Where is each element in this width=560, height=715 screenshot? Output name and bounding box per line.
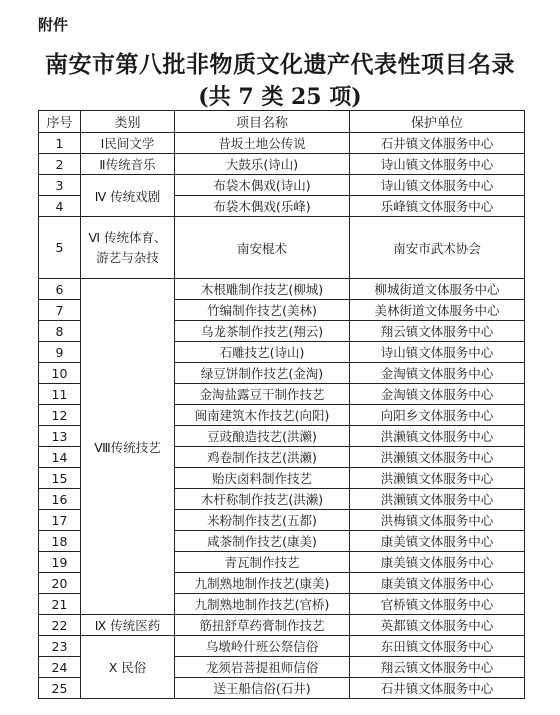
row-number: 4 xyxy=(39,196,81,217)
project-name: 筋扭舒草药膏制作技艺 xyxy=(175,615,350,636)
category-cell: Ⅹ 民俗 xyxy=(81,636,175,699)
row-number: 2 xyxy=(39,154,81,175)
protection-unit: 洪梅镇文体服务中心 xyxy=(350,510,525,531)
project-name: 乌墩岭什班公祭信俗 xyxy=(175,636,350,657)
project-list-table xyxy=(38,110,525,699)
category-cell xyxy=(81,217,175,279)
project-name: 鸡卷制作技艺(洪濑) xyxy=(175,447,350,468)
protection-unit: 洪濑镇文体服务中心 xyxy=(350,426,525,447)
table-row xyxy=(39,615,525,636)
project-name: 龙须岩菩提祖师信俗 xyxy=(175,657,350,678)
project-name: 乌龙茶制作技艺(翔云) xyxy=(175,321,350,342)
protection-unit: 乐峰镇文体服务中心 xyxy=(350,196,525,217)
row-number: 24 xyxy=(39,657,81,678)
project-name: 木杆称制作技艺(洪濑) xyxy=(175,489,350,510)
row-number: 14 xyxy=(39,447,81,468)
row-number: 16 xyxy=(39,489,81,510)
row-number: 25 xyxy=(39,678,81,699)
project-name: 布袋木偶戏(诗山) xyxy=(175,175,350,196)
project-name: 木根雕制作技艺(柳城) xyxy=(175,279,350,300)
protection-unit: 诗山镇文体服务中心 xyxy=(350,154,525,175)
row-number: 7 xyxy=(39,300,81,321)
row-number: 23 xyxy=(39,636,81,657)
table-row xyxy=(39,636,525,657)
row-number: 3 xyxy=(39,175,81,196)
row-number: 6 xyxy=(39,279,81,300)
row-number: 18 xyxy=(39,531,81,552)
protection-unit: 康美镇文体服务中心 xyxy=(350,531,525,552)
project-name: 昔坂土地公传说 xyxy=(175,133,350,154)
protection-unit: 金淘镇文体服务中心 xyxy=(350,384,525,405)
project-name: 豆豉酿造技艺(洪濑) xyxy=(175,426,350,447)
protection-unit: 诗山镇文体服务中心 xyxy=(350,342,525,363)
column-header-seq: 序号 xyxy=(39,111,81,133)
row-number: 15 xyxy=(39,468,81,489)
table-row xyxy=(39,217,525,279)
project-name: 贻庆卤料制作技艺 xyxy=(175,468,350,489)
table-row xyxy=(39,133,525,154)
project-name: 金淘盐露豆干制作技艺 xyxy=(175,384,350,405)
project-name: 米粉制作技艺(五都) xyxy=(175,510,350,531)
category-cell: Ⅷ传统技艺 xyxy=(81,279,175,615)
protection-unit: 石井镇文体服务中心 xyxy=(350,678,525,699)
category-text: Ⅵ 传统体育、游艺与杂技 xyxy=(88,229,167,265)
project-name: 九制熟地制作技艺(康美) xyxy=(175,573,350,594)
protection-unit: 英都镇文体服务中心 xyxy=(350,615,525,636)
project-name: 送王船信俗(石井) xyxy=(175,678,350,699)
project-name: 石雕技艺(诗山) xyxy=(175,342,350,363)
column-header-protection-unit: 保护单位 xyxy=(350,111,525,133)
row-number: 8 xyxy=(39,321,81,342)
protection-unit: 翔云镇文体服务中心 xyxy=(350,321,525,342)
project-name: 九制熟地制作技艺(官桥) xyxy=(175,594,350,615)
category-cell: Ⅰ民间文学 xyxy=(81,133,175,154)
project-name: 青瓦制作技艺 xyxy=(175,552,350,573)
attachment-label: 附件 xyxy=(38,16,69,34)
category-cell: Ⅱ传统音乐 xyxy=(81,154,175,175)
protection-unit: 洪濑镇文体服务中心 xyxy=(350,447,525,468)
row-number: 17 xyxy=(39,510,81,531)
row-number: 12 xyxy=(39,405,81,426)
protection-unit: 东田镇文体服务中心 xyxy=(350,636,525,657)
table-header-row xyxy=(39,111,525,133)
protection-unit: 南安市武术协会 xyxy=(350,217,525,279)
table-row xyxy=(39,154,525,175)
protection-unit: 官桥镇文体服务中心 xyxy=(350,594,525,615)
protection-unit: 康美镇文体服务中心 xyxy=(350,552,525,573)
category-cell: Ⅸ 传统医药 xyxy=(81,615,175,636)
table-row xyxy=(39,279,525,300)
protection-unit: 翔云镇文体服务中心 xyxy=(350,657,525,678)
protection-unit: 洪濑镇文体服务中心 xyxy=(350,468,525,489)
row-number: 10 xyxy=(39,363,81,384)
row-number: 13 xyxy=(39,426,81,447)
protection-unit: 金淘镇文体服务中心 xyxy=(350,363,525,384)
row-number: 19 xyxy=(39,552,81,573)
project-name: 竹编制作技艺(美林) xyxy=(175,300,350,321)
document-subtitle: (共 7 类 25 项) xyxy=(198,84,362,110)
protection-unit: 康美镇文体服务中心 xyxy=(350,573,525,594)
project-name: 绿豆饼制作技艺(金淘) xyxy=(175,363,350,384)
row-number: 1 xyxy=(39,133,81,154)
document-title: 南安市第八批非物质文化遗产代表性项目名录 xyxy=(45,51,515,78)
protection-unit: 向阳乡文体服务中心 xyxy=(350,405,525,426)
project-name: 闽南建筑木作技艺(向阳) xyxy=(175,405,350,426)
protection-unit: 诗山镇文体服务中心 xyxy=(350,175,525,196)
row-number: 21 xyxy=(39,594,81,615)
project-name: 布袋木偶戏(乐峰) xyxy=(175,196,350,217)
protection-unit: 美林街道文体服务中心 xyxy=(350,300,525,321)
project-name: 南安棍术 xyxy=(175,217,350,279)
project-name: 大鼓乐(诗山) xyxy=(175,154,350,175)
row-number: 22 xyxy=(39,615,81,636)
table-row xyxy=(39,175,525,196)
project-name: 咸茶制作技艺(康美) xyxy=(175,531,350,552)
row-number: 9 xyxy=(39,342,81,363)
column-header-project-name: 项目名称 xyxy=(175,111,350,133)
row-number: 11 xyxy=(39,384,81,405)
category-cell: Ⅳ 传统戏剧 xyxy=(81,175,175,217)
row-number: 5 xyxy=(39,217,81,279)
protection-unit: 洪濑镇文体服务中心 xyxy=(350,489,525,510)
column-header-category: 类别 xyxy=(81,111,175,133)
protection-unit: 石井镇文体服务中心 xyxy=(350,133,525,154)
protection-unit: 柳城街道文体服务中心 xyxy=(350,279,525,300)
row-number: 20 xyxy=(39,573,81,594)
